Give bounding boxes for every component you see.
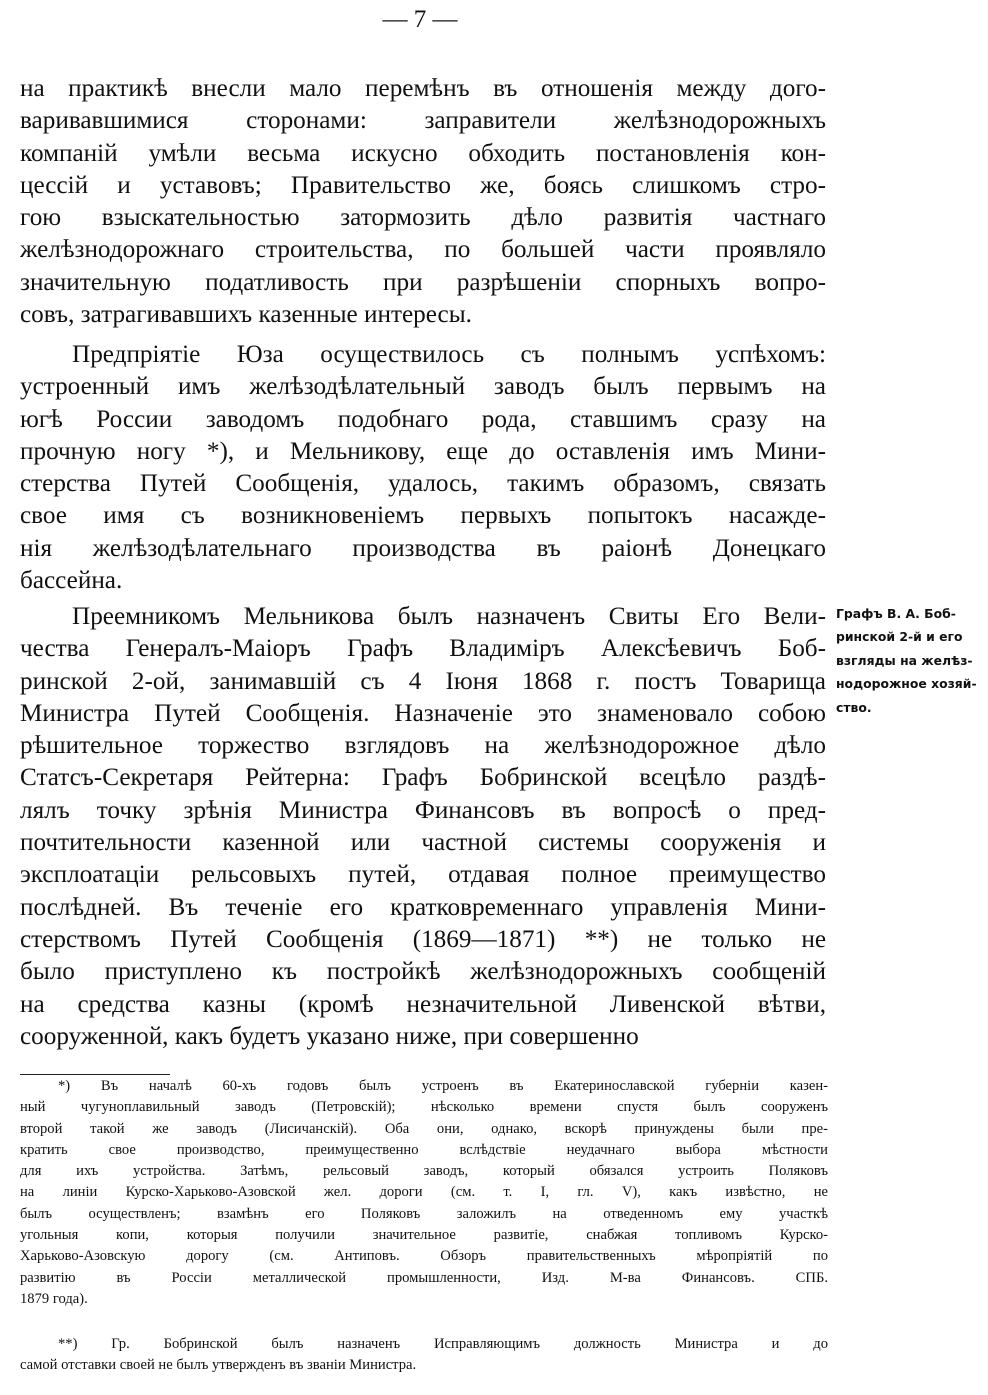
paragraph <box>20 73 826 331</box>
text-line: почтительности казенной или частной системы сооруженія и <box>20 829 826 857</box>
margin-note-line: взгляды на желѣз- <box>836 652 973 668</box>
text-line: рѣшительное торжество взглядовъ на желѣзнодорожное дѣло <box>20 732 826 760</box>
text-line: желѣзнодорожнаго строительства, по большей части проявляло <box>20 236 826 264</box>
footnote-line: ный чугуноплавильный заводъ (Петровскій); нѣсколько времени спустя былъ сооруженъ <box>20 1099 828 1116</box>
text-line: сооруженной, какъ будетъ указано ниже, при совершенно <box>20 1022 639 1050</box>
footnote-line: *) Въ началѣ 60-хъ годовъ былъ устроенъ въ Екатеринославской губерніи казен- <box>58 1078 828 1094</box>
margin-note <box>836 602 986 719</box>
footnote-line: 1879 года). <box>20 1290 88 1307</box>
text-line: Статсъ-Секретаря Рейтерна: Графъ Бобринской всецѣло раздѣ- <box>20 764 826 792</box>
text-line: стерства Путей Сообщенія, удалось, такимъ образомъ, связать <box>20 470 826 498</box>
footnote-line: кратить свое производство, преимущественно вслѣдствіе неудачнаго выбора мѣстности <box>20 1141 828 1158</box>
text-line: совъ, затрагивавшихъ казенные интересы. <box>20 301 472 329</box>
text-line: свое имя съ возникновеніемъ первыхъ попытокъ насажде- <box>20 502 826 530</box>
footnote-line: былъ осуществленъ; взамѣнъ его Поляковъ заложилъ на отведенномъ ему участкѣ <box>20 1205 828 1222</box>
text-line: югѣ России заводомъ подобнаго рода, ставшимъ сразу на <box>20 405 826 433</box>
text-line: варивавшимися сторонами: заправители желѣзнодорожныхъ <box>20 107 826 135</box>
text-line: лялъ точку зрѣнія Министра Финансовъ въ вопросѣ о пред- <box>20 796 826 824</box>
text-line: нія желѣзодѣлательнаго производства въ раіонѣ Донецкаго <box>20 534 826 562</box>
margin-note-line: нодорожное хозяй- <box>836 676 977 692</box>
text-line: на средства казны (кромѣ незначительной Ливенской вѣтви, <box>20 990 826 1018</box>
text-line: значительную податливость при разрѣшеніи спорныхъ вопро- <box>20 268 826 296</box>
footnote-line: угольныя копи, которыя получили значительное развитіе, снабжая топливомъ Курско- <box>20 1227 828 1244</box>
text-line: устроенный имъ желѣзодѣлательный заводъ былъ первымъ на <box>20 373 826 401</box>
footnote-separator <box>20 1074 170 1075</box>
text-line: гою взыскательностью затормозить дѣло развитія частнаго <box>20 204 826 232</box>
text-line: прочную ногу *), и Мельникову, еще до оставленія имъ Мини- <box>20 437 826 465</box>
footnote-line: Харьково-Азовскую дорогу (см. Антиповъ. Обзоръ правительственныхъ мѣропріятій по <box>20 1248 828 1265</box>
footnote-line: на линіи Курско-Харьково-Азовской жел. дороги (см. т. I, гл. V), какъ извѣстно, не <box>20 1184 828 1201</box>
footnote-line: второй такой же заводъ (Лисичанскій). Оба они, однако, вскорѣ принуждены были пре- <box>20 1120 828 1137</box>
text-line: послѣдней. Въ теченіе его кратковременнаго управленія Мини- <box>20 893 826 921</box>
text-line: Министра Путей Сообщенія. Назначеніе это знаменовало собою <box>20 699 826 727</box>
text-line: чества Генералъ-Маіоръ Графъ Владиміръ Алексѣевичъ Боб- <box>20 635 826 663</box>
text-line: компаній умѣли весьма искусно обходить постановленія кон- <box>20 139 826 167</box>
text-line: было приступлено къ постройкѣ желѣзнодорожныхъ сообщеній <box>20 958 826 986</box>
margin-note-line: ринской 2-й и его <box>836 629 963 645</box>
margin-note-line: ство. <box>836 699 872 715</box>
text-line: эксплоатаціи рельсовыхъ путей, отдавая полное преимущество <box>20 861 826 889</box>
text-line: стерствомъ Путей Сообщенія (1869—1871) **) не только не <box>20 925 826 953</box>
paragraph <box>20 601 826 1053</box>
text-line: Преемникомъ Мельникова былъ назначенъ Свиты Его Вели- <box>72 603 826 630</box>
text-line: ринской 2-ой, занимавшій съ 4 Іюня 1868 г. постъ Товарища <box>20 667 826 695</box>
text-line: цессій и уставовъ; Правительство же, боясь слишкомъ стро- <box>20 171 826 199</box>
footnote-line: **) Гр. Бобринской былъ назначенъ Исправляющимъ должность Министра и до <box>58 1336 828 1352</box>
footnote-line: для ихъ устройства. Затѣмъ, рельсовый заводъ, который обязался устроить Поляковъ <box>20 1163 828 1180</box>
paragraph <box>20 339 826 597</box>
text-line: бассейна. <box>20 567 123 595</box>
footnote <box>20 1334 828 1377</box>
text-line: Предпріятіе Юза осуществилось съ полнымъ успѣхомъ: <box>72 341 826 368</box>
footnote-line: самой отставки своей не былъ утвержденъ въ званіи Министра. <box>20 1357 417 1374</box>
margin-note-line: Графъ В. А. Боб- <box>836 606 956 621</box>
text-line: на практикѣ внесли мало перемѣнъ въ отношенія между дого- <box>20 75 826 102</box>
footnote-line: развитію въ Россіи металлической промышленности, Изд. М-ва Финансовъ. СПБ. <box>20 1269 828 1286</box>
page-number: — 7 — <box>382 6 458 33</box>
footnote <box>20 1076 828 1310</box>
